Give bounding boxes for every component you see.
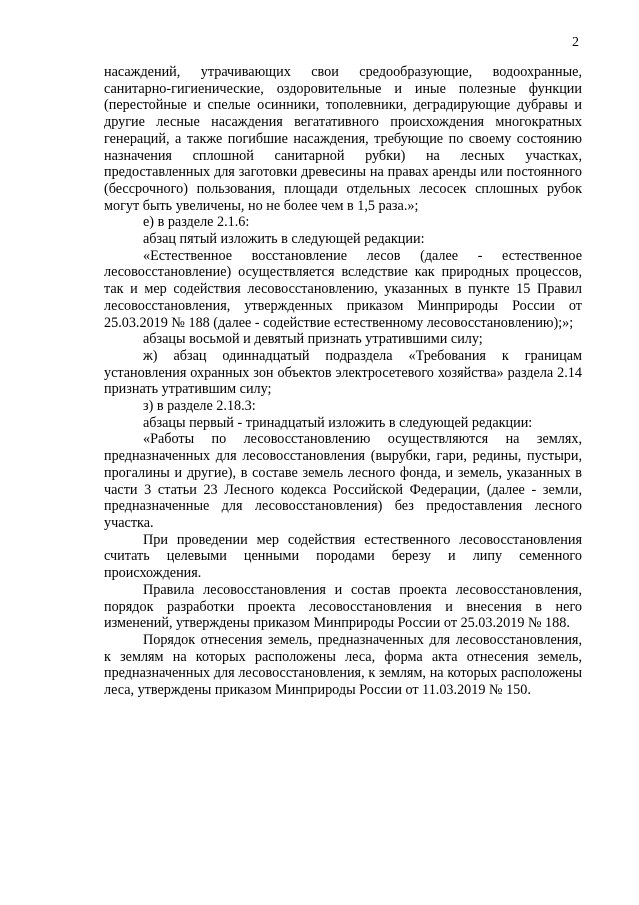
page-number: 2 <box>572 35 579 50</box>
paragraph-2: е) в разделе 2.1.6: <box>143 214 250 231</box>
paragraph-9: «Работы по лесовосстановлению осуществляются на землях, предназначенных для лесовосстановления (вырубки, гари, редины, пустыри, прогалины и другие), в составе земель лесного фонда, и земель, указанных в части 3 статьи 23 Лесного кодекса Российской Федерации, (далее - земли, предназначенные для лесовосстановления) без предоставления лесного участка. <box>104 431 582 531</box>
paragraph-6: ж) абзац одиннадцатый подраздела «Требования к границам установления охранных зон объектов электросетевого хозяйства» раздела 2.14 признать утратившим силу; <box>104 347 582 398</box>
paragraph-3: абзац пятый изложить в следующей редакции: <box>143 231 425 248</box>
paragraph-5: абзацы восьмой и девятый признать утратившими силу; <box>143 331 483 348</box>
paragraph-12: Порядок отнесения земель, предназначенных для лесовосстановления, к землям на которых расположены леса, форма акта отнесения земель, предназначенных для лесовосстановления, к землям, на которых расположены леса, утверждены приказом Минприроды России от 11.03.2019 № 150. <box>104 631 582 699</box>
paragraph-8: абзацы первый - тринадцатый изложить в следующей редакции: <box>143 414 533 431</box>
paragraph-4: «Естественное восстановление лесов (далее - естественное лесовосстановление) осуществляется вследствие как природных процессов, так и мер содействия лесовосстановлению, указанных в пункте 15 Правил лесовосстановления, утвержденных приказом Минприроды России от 25.03.2019 № 188 (далее - содействие естественному лесовосстановлению);»; <box>104 247 582 331</box>
paragraph-7: з) в разделе 2.18.3: <box>143 398 256 415</box>
paragraph-10: При проведении мер содействия естественного лесовосстановления считать целевыми ценными породами березу и липу семенного происхождения. <box>104 531 582 582</box>
document-body <box>104 64 582 699</box>
paragraph-1: насаждений, утрачивающих свои средообразующие, водоохранные, санитарно-гигиенические, оздоровительные и иные полезные функции (перестойные и спелые осинники, тополевники, деградирующие дубравы и другие лесные насаждения вегатативного происхождения многократных генераций, а также погибшие насаждения, требующие по своему состоянию назначения сплошной санитарной рубки) на лесных участках, предоставленных для заготовки древесины на правах аренды или постоянного (бессрочного) пользования, площади отдельных лесосек сплошных рубок могут быть увеличены, но не более чем в 1,5 раза.»; <box>104 64 582 214</box>
paragraph-11: Правила лесовосстановления и состав проекта лесовосстановления, порядок разработки проекта лесовосстановления и внесения в него изменений, утверждены приказом Минприроды России от 25.03.2019 № 188. <box>104 581 582 632</box>
